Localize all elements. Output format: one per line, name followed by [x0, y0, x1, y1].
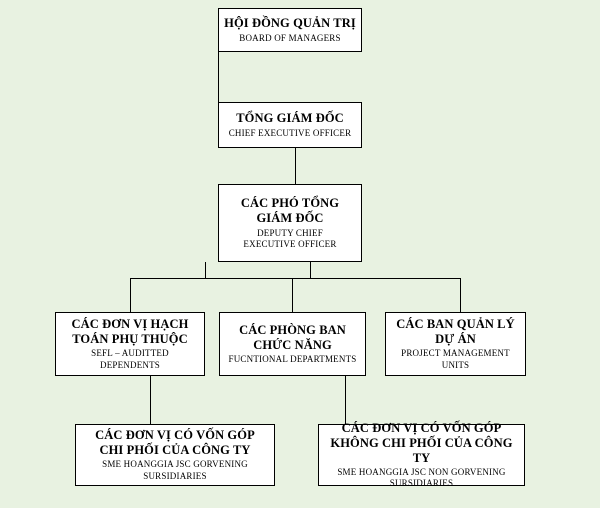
connector-level3-bus [130, 278, 460, 279]
node-ceo-title-en: CHIEF EXECUTIVE OFFICER [228, 127, 352, 138]
connector-to-dependents [130, 278, 131, 312]
node-dependents-title-vi: CÁC ĐƠN VỊ HẠCH TOÁN PHỤ THUỘC [71, 317, 189, 346]
node-board-title-en: BOARD OF MANAGERS [239, 32, 341, 43]
node-dependents[interactable] [55, 312, 205, 376]
node-project-units[interactable] [385, 312, 526, 376]
node-deputy-ceo-title-en: DEPUTY CHIEF EXECUTIVE OFFICER [243, 227, 337, 249]
node-board[interactable] [218, 8, 362, 52]
node-project-units-title-en: PROJECT MANAGEMENT UNITS [401, 348, 510, 370]
node-ceo-title-vi: TỔNG GIÁM ĐỐC [236, 110, 344, 125]
connector-board-to-ceo [218, 52, 219, 102]
node-governing-subsidiaries-title-en: SME HOANGGIA JSC GORVENING SURSIDIARIES [102, 459, 248, 481]
connector-deputy-down [205, 262, 206, 278]
node-deputy-ceo[interactable] [218, 184, 362, 262]
connector-to-departments [292, 278, 293, 312]
connector-dependents-to-governing [150, 376, 151, 424]
node-deputy-ceo-title-vi: CÁC PHÓ TỔNG GIÁM ĐỐC [240, 195, 340, 225]
connector-deputy-to-bus2 [310, 262, 311, 278]
connector-to-project-units [460, 278, 461, 312]
node-board-title-vi: HỘI ĐỒNG QUẢN TRỊ [224, 15, 356, 30]
node-governing-subsidiaries[interactable] [75, 424, 275, 486]
connector-departments-to-nongoverning [345, 376, 346, 424]
node-non-governing-subsidiaries[interactable] [318, 420, 525, 488]
node-departments-title-vi: CÁC PHÒNG BAN CHỨC NĂNG [239, 322, 346, 352]
node-ceo[interactable] [218, 102, 362, 148]
node-non-governing-subsidiaries-title-vi: CÁC ĐƠN VỊ CÓ VỐN GÓP KHÔNG CHI PHỐI CỦA CÔNG TY [330, 420, 513, 465]
node-dependents-title-en: SEFL – AUDITTED DEPENDENTS [91, 348, 169, 370]
node-project-units-title-vi: CÁC BAN QUẢN LÝ DỰ ÁN [396, 317, 515, 346]
node-departments[interactable] [219, 312, 366, 376]
node-departments-title-en: FUCNTIONAL DEPARTMENTS [228, 353, 357, 364]
node-non-governing-subsidiaries-title-en: SME HOANGGIA JSC NON GORVENING SURSIDIARIES [337, 466, 506, 488]
connector-ceo-to-deputy [295, 148, 296, 184]
node-governing-subsidiaries-title-vi: CÁC ĐƠN VỊ CÓ VỐN GÓP CHI PHỐI CỦA CÔNG TY [95, 428, 255, 457]
